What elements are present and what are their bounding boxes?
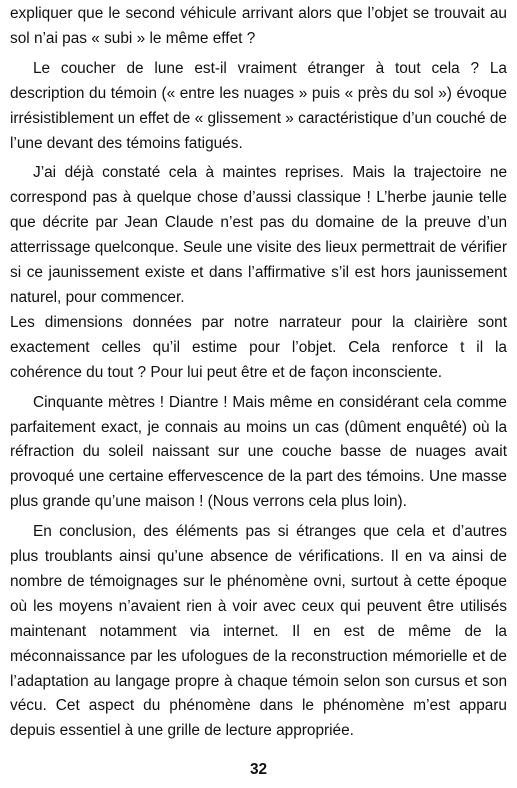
page-body <box>10 2 507 744</box>
paragraph-continuation: expliquer que le second véhicule arrivant alors que l’objet se trouvait au sol n’ai pas « subi » le même effet ? <box>10 5 507 47</box>
paragraph-dimensions: Les dimensions données par notre narrateur pour la clairière sont exactement celles qu’il estime pour l’objet. Cela renforce t il la cohérence du tout ? Pour lui peut être et de façon inconsciente. <box>10 313 507 381</box>
paragraph-moonset: Le coucher de lune est-il vraiment étranger à tout cela ? La description du témoin (« entre les nuages » puis « près du sol ») évoque irrésistiblement un effet de « glissement » caractéristique d’un couché de l’une devant des témoins fatigués. <box>10 59 507 152</box>
page-number: 32 <box>249 761 268 778</box>
paragraph-conclusion: En conclusion, des éléments pas si étranges que cela et d’autres plus troublants ainsi qu’une absence de vérifications. Il en va ainsi de nombre de témoignages sur le phénomène ovni, surtout à cette époque où les moyens n’avaient rien à voir avec ceux qui peuvent être utilisés maintenant notamment via internet. Il en est de même de la méconnaissance par les ufologues de la reconstruction mémorielle et de l’adaptation au langage propre à chaque témoin selon son cursus et son vécu. Cet aspect du phénomène dans le phénomène m’est apparu depuis essentiel à une grille de lecture appropriée. <box>10 523 507 740</box>
paragraph-fifty-meters: Cinquante mètres ! Diantre ! Mais même en considérant cela comme parfaitement exact, je connais au moins un cas (dûment enquêté) où la réfraction du soleil naissant sur une couche basse de nuages avait provoqué une certaine effervescence de la part des témoins. Une masse plus grande qu’une maison ! (Nous verrons cela plus loin). <box>10 393 507 511</box>
paragraph-trajectory: J’ai déjà constaté cela à maintes reprises. Mais la trajectoire ne correspond pas à quelque chose d’aussi classique ! L’herbe jaunie telle que décrite par Jean Claude n’est pas du domaine de la preuve d’un atterrissage quelconque. Seule une visite des lieux permettrait de vérifier si ce jaunissement existe et dans l’affirmative s’il est hors jaunissement naturel, pour commencer. <box>10 164 507 306</box>
